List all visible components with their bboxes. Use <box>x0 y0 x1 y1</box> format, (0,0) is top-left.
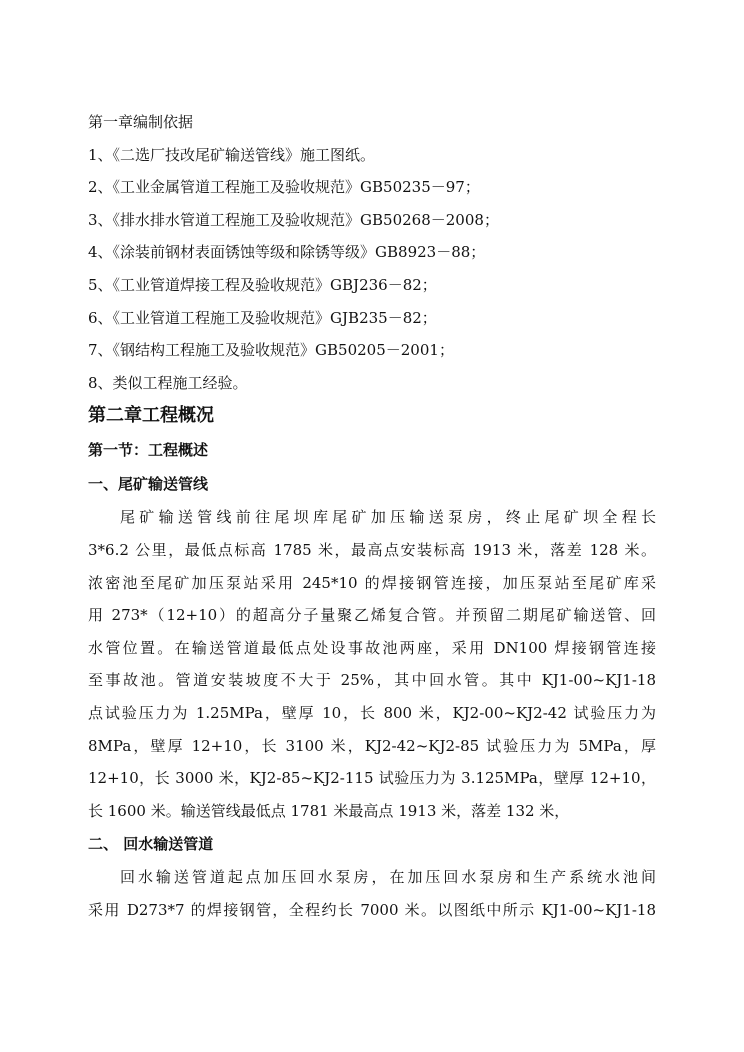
paragraph-line: 至事故池。管道安装坡度不大于 25%，其中回水管。其中 KJ1-00~KJ1-18 <box>88 671 656 690</box>
reference-item: 3、《排水排水管道工程施工及验收规范》GB50268－2008； <box>88 210 499 229</box>
reference-item: 4、《涂装前钢材表面锈蚀等级和除锈等级》GB8923－88； <box>88 243 486 262</box>
paragraph-line: 长 1600 米。输送管线最低点 1781 米最高点 1913 米，落差 132 米， <box>88 801 570 820</box>
paragraph-line: 浓密池至尾矿加压泵站采用 245*10 的焊接钢管连接，加压泵站至尾矿库采 <box>88 573 656 592</box>
chapter2-title: 第二章工程概况 <box>88 405 214 427</box>
paragraph-line: 回水输送管道起点加压回水泵房，在加压回水泵房和生产系统水池间 <box>120 868 656 887</box>
paragraph-line: 点试验压力为 1.25MPa，壁厚 10，长 800 米，KJ2-00~KJ2-42 试验压力为 <box>88 703 656 722</box>
paragraph-line: 8MPa，壁厚 12+10，长 3100 米，KJ2-42~KJ2-85 试验压力为 5MPa，厚 <box>88 736 656 755</box>
paragraph-line: 12+10，长 3000 米，KJ2-85~KJ2-115 试验压力为 3.125MPa，壁厚 12+10， <box>88 769 656 788</box>
document-page <box>88 106 656 926</box>
reference-item: 5、《工业管道焊接工程及验收规范》GBJ236－82； <box>88 275 437 294</box>
reference-item: 1、《二选厂技改尾矿输送管线》施工图纸。 <box>88 145 376 164</box>
paragraph-line: 用 273*（12+10）的超高分子量聚乙烯复合管。并预留二期尾矿输送管、回 <box>88 606 656 625</box>
chapter1-title: 第一章编制依据 <box>88 113 194 131</box>
subsection1-title: 一、尾矿输送管线 <box>88 475 209 494</box>
paragraph-line: 水管位置。在输送管道最低点处设事故池两座，采用 DN100 焊接钢管连接 <box>88 638 656 657</box>
reference-item: 8、类似工程施工经验。 <box>88 373 248 392</box>
paragraph-line: 尾矿输送管线前往尾坝库尾矿加压输送泵房，终止尾矿坝全程长 <box>120 508 656 527</box>
reference-item: 2、《工业金属管道工程施工及验收规范》GB50235－97； <box>88 178 480 197</box>
paragraph-line: 3*6.2 公里，最低点标高 1785 米，最高点安装标高 1913 米，落差 128 米。 <box>88 540 656 559</box>
reference-item: 6、《工业管道工程施工及验收规范》GJB235－82； <box>88 308 437 327</box>
subsection2-title: 二、 回水输送管道 <box>88 835 214 854</box>
paragraph-line: 采用 D273*7 的焊接钢管，全程约长 7000 米。以图纸中所示 KJ1-00~KJ1-18 <box>88 900 656 919</box>
reference-item: 7、《钢结构工程施工及验收规范》GB50205－2001； <box>88 341 454 360</box>
section1-title: 第一节：工程概述 <box>88 441 209 460</box>
